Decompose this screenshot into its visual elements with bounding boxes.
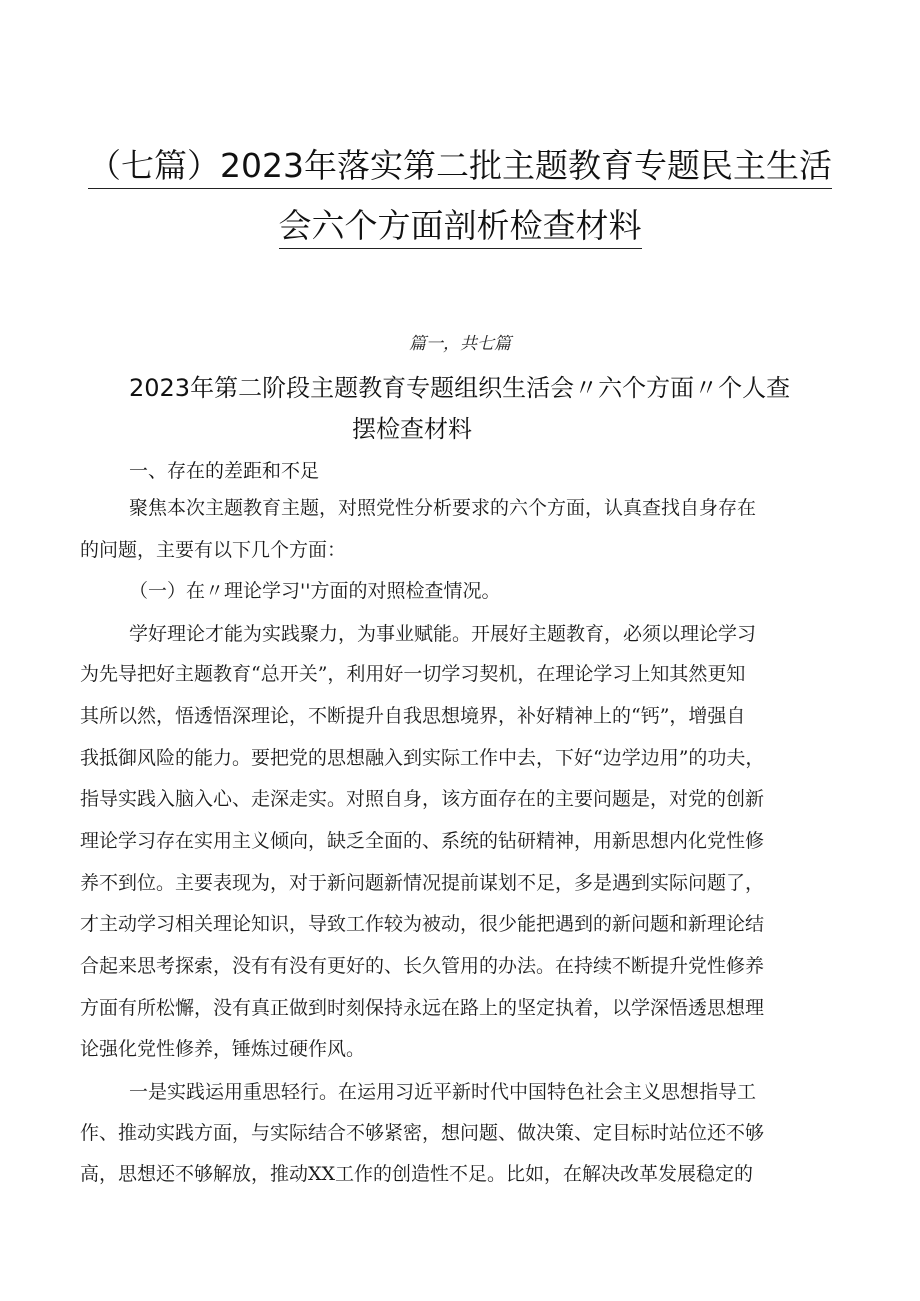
document-title-text-2: 会六个方面剖析检查材料	[279, 206, 642, 249]
body-line: 方面有所松懈，没有真正做到时刻保持永远在路上的坚定执着，以学深悟透思想理	[80, 997, 765, 1019]
body-line: 我抵御风险的能力。要把党的思想融入到实际工作中去，下好“边学边用”的功夫，	[80, 747, 765, 769]
body-line: 聚焦本次主题教育主题，对照党性分析要求的六个方面，认真查找自身存在	[129, 497, 757, 519]
body-line: 的问题，主要有以下几个方面：	[80, 539, 347, 561]
body-line: 学好理论才能为实践聚力，为事业赋能。开展好主题教育，必须以理论学习	[129, 623, 757, 645]
chapter-label: 篇一，共七篇	[409, 334, 511, 354]
subtitle-line-2: 摆检查材料	[352, 415, 472, 443]
body-line: 合起来思考探索，没有有没有更好的、长久管用的办法。在持续不断提升党性修养	[80, 955, 765, 977]
body-line: 其所以然，悟透悟深理论，不断提升自我思想境界，补好精神上的“钙”，增强自	[80, 705, 746, 727]
body-line: 高，思想还不够解放，推动XX工作的创造性不足。比如，在解决改革发展稳定的	[80, 1163, 754, 1185]
body-line: 为先导把好主题教育“总开关”，利用好一切学习契机，在理论学习上知其然更知	[80, 663, 746, 685]
body-line: 指导实践入脑入心、走深走实。对照自身，该方面存在的主要问题是，对党的创新	[80, 788, 765, 810]
body-line: 论强化党性修养，锤炼过硬作风。	[80, 1038, 366, 1060]
document-title-line-2	[0, 200, 920, 247]
document-title-text-1: （七篇）2023年落实第二批主题教育专题民主生活	[88, 146, 832, 189]
body-line: （一）在〃理论学习''方面的对照检查情况。	[129, 580, 501, 602]
document-title-line-1	[0, 140, 920, 187]
body-line: 作、推动实践方面，与实际结合不够紧密，想问题、做决策、定目标时站位还不够	[80, 1122, 765, 1144]
body-line: 才主动学习相关理论知识，导致工作较为被动，很少能把遇到的新问题和新理论结	[80, 913, 765, 935]
body-line: 一是实践运用重思轻行。在运用习近平新时代中国特色社会主义思想指导工	[129, 1081, 757, 1103]
body-line: 理论学习存在实用主义倾向，缺乏全面的、系统的钻研精神，用新思想内化党性修	[80, 830, 765, 852]
section-heading: 一、存在的差距和不足	[129, 460, 320, 482]
subtitle-line-1: 2023年第二阶段主题教育专题组织生活会〃六个方面〃个人查	[129, 374, 791, 402]
body-line: 养不到位。主要表现为，对于新问题新情况提前谋划不足，多是遇到实际问题了，	[80, 872, 765, 894]
